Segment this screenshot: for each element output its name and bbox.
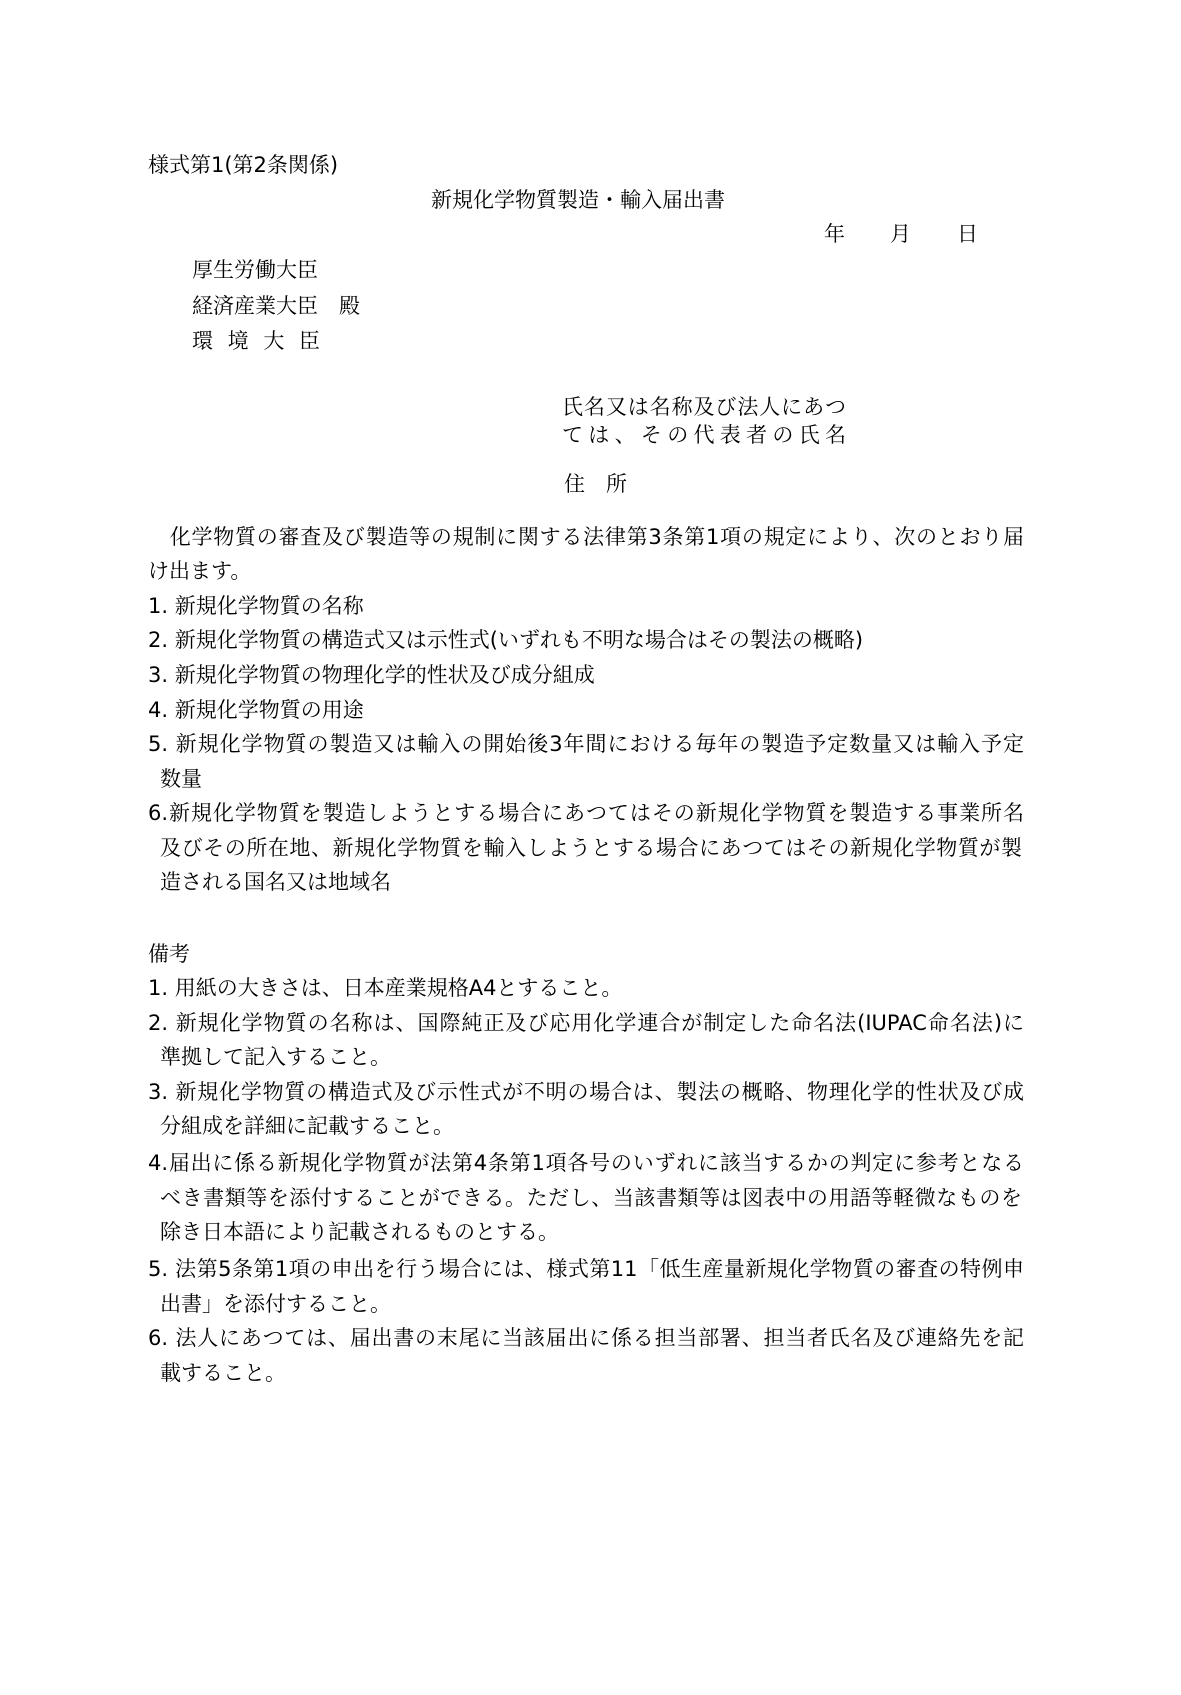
remark-1: 1. 用紙の大きさは、日本産業規格A4とすること。 xyxy=(148,976,623,1000)
item-5-line1: 5. 新規化学物質の製造又は輸入の開始後3年間における毎年の製造予定数量又は輸入予定 xyxy=(148,732,1024,756)
document-title: 新規化学物質製造・輸入届出書 xyxy=(431,188,725,212)
date-month: 月 xyxy=(890,222,911,246)
remark-4-line3: 除き日本語により記載されるものとする。 xyxy=(160,1220,559,1244)
item-6-line2: 及びその所在地、新規化学物質を輸入しようとする場合にあつてはその新規化学物質が製 xyxy=(160,836,1022,860)
form-label: 様式第1(第2条関係) xyxy=(148,153,339,177)
intro-line2: け出ます。 xyxy=(148,559,252,583)
remark-4-line1: 4.届出に係る新規化学物質が法第4条第1項各号のいずれに該当するかの判定に参考となる xyxy=(148,1151,1024,1175)
date-day: 日 xyxy=(957,222,978,246)
applicant-name-line2: ては、その代表者の氏名 xyxy=(562,423,846,447)
remarks-heading: 備考 xyxy=(148,942,190,966)
applicant-name-line1: 氏名又は名称及び法人にあつ xyxy=(562,395,846,419)
item-4: 4. 新規化学物質の用途 xyxy=(148,698,364,722)
item-6-line3: 造される国名又は地域名 xyxy=(160,870,391,894)
addressee-health: 厚生労働大臣 xyxy=(192,258,318,282)
item-3: 3. 新規化学物質の物理化学的性状及び成分組成 xyxy=(148,663,595,687)
remark-6-line2: 載すること。 xyxy=(160,1361,286,1385)
remark-2-line1: 2. 新規化学物質の名称は、国際純正及び応用化学連合が制定した命名法(IUPAC命名法)に xyxy=(148,1011,1024,1035)
addressee-environment: 環 境 大 臣 xyxy=(192,329,320,353)
remark-2-line2: 準拠して記入すること。 xyxy=(160,1045,391,1069)
item-5-line2: 数量 xyxy=(160,767,202,791)
remark-4-line2: べき書類等を添付することができる。ただし、当該書類等は図表中の用語等軽微なものを xyxy=(160,1186,1022,1210)
remark-3-line1: 3. 新規化学物質の構造式及び示性式が不明の場合は、製法の概略、物理化学的性状及び成 xyxy=(148,1080,1024,1104)
remark-5-line1: 5. 法第5条第1項の申出を行う場合には、様式第11「低生産量新規化学物質の審査の特例申 xyxy=(148,1257,1024,1281)
date-year: 年 xyxy=(824,222,845,246)
intro-line1: 化学物質の審査及び製造等の規制に関する法律第3条第1項の規定により、次のとおり届 xyxy=(148,525,1024,549)
remark-6-line1: 6. 法人にあつては、届出書の末尾に当該届出に係る担当部署、担当者氏名及び連絡先を記 xyxy=(148,1326,1024,1350)
remark-3-line2: 分組成を詳細に記載すること。 xyxy=(160,1114,454,1138)
item-2: 2. 新規化学物質の構造式又は示性式(いずれも不明な場合はその製法の概略) xyxy=(148,628,864,652)
item-6-line1: 6.新規化学物質を製造しようとする場合にあつてはその新規化学物質を製造する事業所名 xyxy=(148,801,1024,825)
item-1: 1. 新規化学物質の名称 xyxy=(148,594,364,618)
remark-5-line2: 出書」を添付すること。 xyxy=(160,1292,391,1316)
applicant-address: 住 所 xyxy=(564,472,627,496)
addressee-economy: 経済産業大臣 殿 xyxy=(192,294,360,318)
